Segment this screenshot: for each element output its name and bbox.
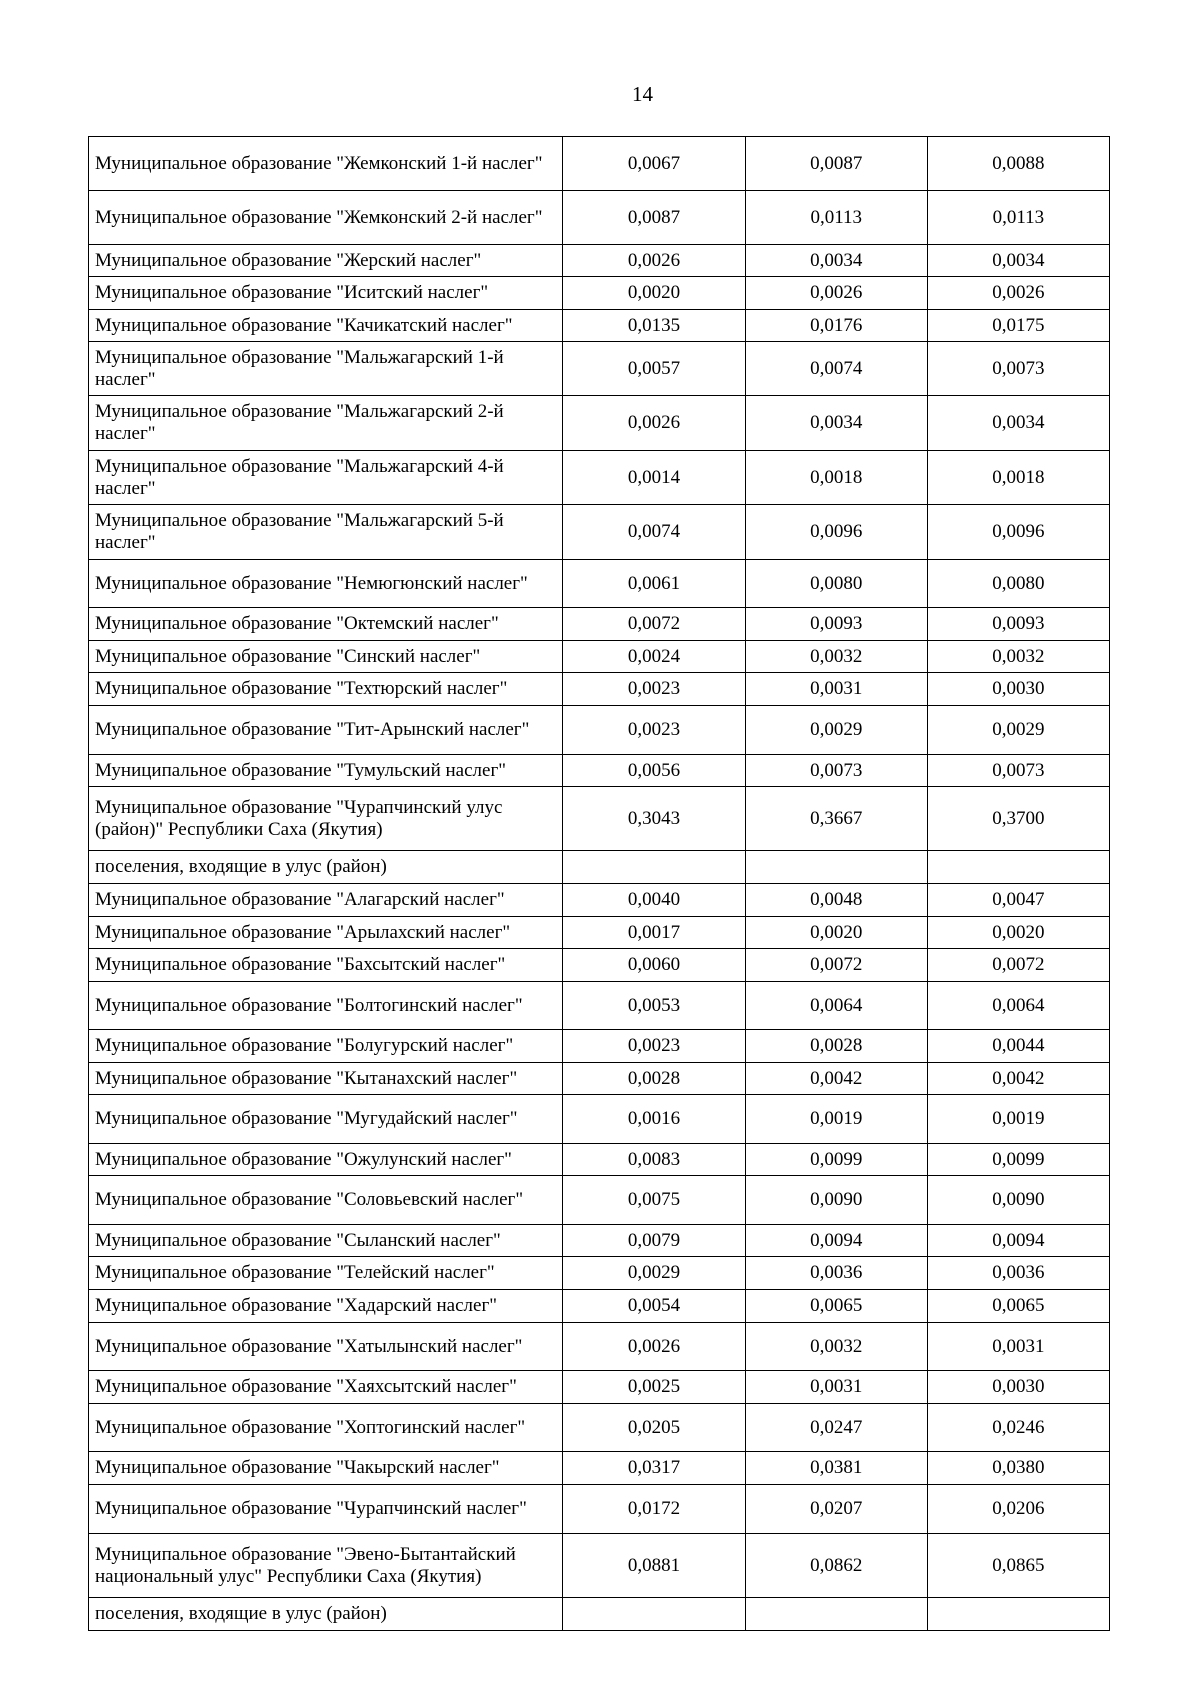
table-row xyxy=(89,755,1110,787)
value-cell-3: 0,0175 xyxy=(927,310,1109,342)
value-cell-1: 0,0079 xyxy=(563,1225,745,1257)
value-cell-3: 0,0047 xyxy=(927,884,1109,917)
value-cell-1: 0,0067 xyxy=(563,137,745,191)
municipality-name-cell: Муниципальное образование "Тит-Арынский наслег" xyxy=(89,706,563,755)
value-cell-3: 0,0032 xyxy=(927,641,1109,673)
municipality-name-cell: Муниципальное образование "Телейский наслег" xyxy=(89,1257,563,1290)
value-cell-2: 0,0090 xyxy=(745,1176,927,1225)
table-row xyxy=(89,851,1110,884)
municipality-name-cell: Муниципальное образование "Мальжагарский 1-й наслег" xyxy=(89,342,563,396)
value-cell-1: 0,0205 xyxy=(563,1404,745,1452)
value-cell-1: 0,0023 xyxy=(563,706,745,755)
value-cell-3: 0,0019 xyxy=(927,1095,1109,1144)
value-cell-2: 0,0247 xyxy=(745,1404,927,1452)
value-cell-2 xyxy=(745,851,927,884)
municipality-name-cell: Муниципальное образование "Бахсытский наслег" xyxy=(89,949,563,982)
value-cell-3: 0,0018 xyxy=(927,451,1109,505)
table-row xyxy=(89,1323,1110,1371)
municipality-name-cell: Муниципальное образование "Мальжагарский 4-й наслег" xyxy=(89,451,563,505)
table-row xyxy=(89,1598,1110,1631)
table-row xyxy=(89,191,1110,245)
value-cell-1: 0,0317 xyxy=(563,1452,745,1485)
value-cell-2: 0,0034 xyxy=(745,245,927,277)
value-cell-2: 0,0031 xyxy=(745,673,927,706)
value-cell-2: 0,0093 xyxy=(745,608,927,641)
value-cell-2: 0,0048 xyxy=(745,884,927,917)
table-row xyxy=(89,1257,1110,1290)
value-cell-1: 0,0135 xyxy=(563,310,745,342)
table-row xyxy=(89,1063,1110,1095)
municipality-name-cell: Муниципальное образование "Октемский наслег" xyxy=(89,608,563,641)
value-cell-3: 0,0065 xyxy=(927,1290,1109,1323)
value-cell-2: 0,0036 xyxy=(745,1257,927,1290)
table-row xyxy=(89,1290,1110,1323)
value-cell-3: 0,0030 xyxy=(927,1371,1109,1404)
municipality-name-cell: Муниципальное образование "Синский наслег" xyxy=(89,641,563,673)
value-cell-3: 0,0080 xyxy=(927,560,1109,608)
municipality-name-cell: Муниципальное образование "Чакырский наслег" xyxy=(89,1452,563,1485)
table-row xyxy=(89,787,1110,851)
value-cell-1: 0,0026 xyxy=(563,1323,745,1371)
value-cell-1: 0,0056 xyxy=(563,755,745,787)
value-cell-3: 0,0064 xyxy=(927,982,1109,1030)
table-row xyxy=(89,310,1110,342)
municipality-name-cell: Муниципальное образование "Эвено-Бытантайский национальный улус" Республики Саха (Якутия) xyxy=(89,1534,563,1598)
municipality-name-cell: Муниципальное образование "Чурапчинский улус (район)" Республики Саха (Якутия) xyxy=(89,787,563,851)
municipality-name-cell: Муниципальное образование "Хоптогинский наслег" xyxy=(89,1404,563,1452)
value-cell-2: 0,0080 xyxy=(745,560,927,608)
value-cell-2: 0,0034 xyxy=(745,396,927,451)
value-cell-2: 0,0026 xyxy=(745,277,927,310)
value-cell-1: 0,0881 xyxy=(563,1534,745,1598)
table-row xyxy=(89,917,1110,949)
value-cell-3: 0,0865 xyxy=(927,1534,1109,1598)
table-row xyxy=(89,1176,1110,1225)
municipality-name-cell: Муниципальное образование "Иситский наслег" xyxy=(89,277,563,310)
value-cell-3: 0,3700 xyxy=(927,787,1109,851)
value-cell-2: 0,0019 xyxy=(745,1095,927,1144)
municipality-name-cell: Муниципальное образование "Хаяхсытский наслег" xyxy=(89,1371,563,1404)
municipality-name-cell: Муниципальное образование "Мальжагарский 5-й наслег" xyxy=(89,505,563,560)
value-cell-1: 0,0061 xyxy=(563,560,745,608)
value-cell-2: 0,3667 xyxy=(745,787,927,851)
value-cell-3: 0,0073 xyxy=(927,342,1109,396)
value-cell-1: 0,0053 xyxy=(563,982,745,1030)
municipality-name-cell: Муниципальное образование "Кытанахский наслег" xyxy=(89,1063,563,1095)
value-cell-1: 0,0024 xyxy=(563,641,745,673)
value-cell-2: 0,0042 xyxy=(745,1063,927,1095)
table-row xyxy=(89,1144,1110,1176)
value-cell-2: 0,0862 xyxy=(745,1534,927,1598)
value-cell-1: 0,3043 xyxy=(563,787,745,851)
value-cell-1: 0,0014 xyxy=(563,451,745,505)
value-cell-2: 0,0073 xyxy=(745,755,927,787)
value-cell-1: 0,0028 xyxy=(563,1063,745,1095)
value-cell-2: 0,0094 xyxy=(745,1225,927,1257)
municipality-name-cell: Муниципальное образование "Качикатский наслег" xyxy=(89,310,563,342)
value-cell-2: 0,0074 xyxy=(745,342,927,396)
value-cell-1: 0,0075 xyxy=(563,1176,745,1225)
value-cell-1: 0,0023 xyxy=(563,673,745,706)
value-cell-1: 0,0025 xyxy=(563,1371,745,1404)
municipality-name-cell: Муниципальное образование "Жемконский 2-й наслег" xyxy=(89,191,563,245)
municipality-name-cell: Муниципальное образование "Алагарский наслег" xyxy=(89,884,563,917)
municipality-name-cell: Муниципальное образование "Арылахский наслег" xyxy=(89,917,563,949)
table-row xyxy=(89,641,1110,673)
value-cell-1: 0,0020 xyxy=(563,277,745,310)
value-cell-1 xyxy=(563,1598,745,1631)
table-row xyxy=(89,673,1110,706)
value-cell-3: 0,0020 xyxy=(927,917,1109,949)
value-cell-3: 0,0113 xyxy=(927,191,1109,245)
value-cell-3: 0,0044 xyxy=(927,1030,1109,1063)
table-row xyxy=(89,1534,1110,1598)
municipality-name-cell: Муниципальное образование "Хадарский наслег" xyxy=(89,1290,563,1323)
value-cell-2: 0,0020 xyxy=(745,917,927,949)
table-row xyxy=(89,137,1110,191)
table-row xyxy=(89,342,1110,396)
municipality-name-cell: поселения, входящие в улус (район) xyxy=(89,1598,563,1631)
value-cell-1: 0,0074 xyxy=(563,505,745,560)
page-number: 14 xyxy=(632,82,653,106)
value-cell-1: 0,0040 xyxy=(563,884,745,917)
municipality-name-cell: Муниципальное образование "Техтюрский наслег" xyxy=(89,673,563,706)
municipality-name-cell: поселения, входящие в улус (район) xyxy=(89,851,563,884)
table-row xyxy=(89,396,1110,451)
value-cell-2 xyxy=(745,1598,927,1631)
value-cell-2: 0,0207 xyxy=(745,1485,927,1534)
value-cell-2: 0,0072 xyxy=(745,949,927,982)
value-cell-1: 0,0016 xyxy=(563,1095,745,1144)
value-cell-2: 0,0381 xyxy=(745,1452,927,1485)
value-cell-3: 0,0031 xyxy=(927,1323,1109,1371)
value-cell-1: 0,0057 xyxy=(563,342,745,396)
table-row xyxy=(89,1030,1110,1063)
municipality-name-cell: Муниципальное образование "Сыланский наслег" xyxy=(89,1225,563,1257)
table-row xyxy=(89,982,1110,1030)
municipality-name-cell: Муниципальное образование "Хатылынский наслег" xyxy=(89,1323,563,1371)
value-cell-3: 0,0099 xyxy=(927,1144,1109,1176)
municipality-name-cell: Муниципальное образование "Болтогинский наслег" xyxy=(89,982,563,1030)
value-cell-2: 0,0032 xyxy=(745,1323,927,1371)
value-cell-3: 0,0206 xyxy=(927,1485,1109,1534)
value-cell-2: 0,0096 xyxy=(745,505,927,560)
table-row xyxy=(89,884,1110,917)
municipality-name-cell: Муниципальное образование "Немюгюнский наслег" xyxy=(89,560,563,608)
value-cell-2: 0,0099 xyxy=(745,1144,927,1176)
value-cell-2: 0,0065 xyxy=(745,1290,927,1323)
value-cell-3: 0,0073 xyxy=(927,755,1109,787)
value-cell-3 xyxy=(927,851,1109,884)
value-cell-1: 0,0172 xyxy=(563,1485,745,1534)
coefficients-table xyxy=(88,136,1110,1631)
value-cell-3: 0,0030 xyxy=(927,673,1109,706)
value-cell-1: 0,0083 xyxy=(563,1144,745,1176)
value-cell-3: 0,0034 xyxy=(927,396,1109,451)
value-cell-3: 0,0042 xyxy=(927,1063,1109,1095)
value-cell-1: 0,0072 xyxy=(563,608,745,641)
value-cell-3: 0,0090 xyxy=(927,1176,1109,1225)
value-cell-1: 0,0026 xyxy=(563,396,745,451)
value-cell-2: 0,0029 xyxy=(745,706,927,755)
table-row xyxy=(89,560,1110,608)
value-cell-2: 0,0018 xyxy=(745,451,927,505)
value-cell-3 xyxy=(927,1598,1109,1631)
table-row xyxy=(89,277,1110,310)
value-cell-2: 0,0028 xyxy=(745,1030,927,1063)
municipality-name-cell: Муниципальное образование "Чурапчинский наслег" xyxy=(89,1485,563,1534)
value-cell-3: 0,0029 xyxy=(927,706,1109,755)
municipality-name-cell: Муниципальное образование "Жерский наслег" xyxy=(89,245,563,277)
value-cell-3: 0,0026 xyxy=(927,277,1109,310)
value-cell-1: 0,0017 xyxy=(563,917,745,949)
value-cell-2: 0,0032 xyxy=(745,641,927,673)
table-row xyxy=(89,1485,1110,1534)
value-cell-3: 0,0093 xyxy=(927,608,1109,641)
municipality-name-cell: Муниципальное образование "Жемконский 1-й наслег" xyxy=(89,137,563,191)
value-cell-1: 0,0060 xyxy=(563,949,745,982)
value-cell-3: 0,0096 xyxy=(927,505,1109,560)
value-cell-3: 0,0036 xyxy=(927,1257,1109,1290)
value-cell-3: 0,0246 xyxy=(927,1404,1109,1452)
value-cell-3: 0,0094 xyxy=(927,1225,1109,1257)
value-cell-2: 0,0031 xyxy=(745,1371,927,1404)
value-cell-3: 0,0072 xyxy=(927,949,1109,982)
municipality-name-cell: Муниципальное образование "Болугурский наслег" xyxy=(89,1030,563,1063)
table-row xyxy=(89,451,1110,505)
value-cell-2: 0,0087 xyxy=(745,137,927,191)
value-cell-3: 0,0088 xyxy=(927,137,1109,191)
value-cell-1: 0,0029 xyxy=(563,1257,745,1290)
value-cell-2: 0,0113 xyxy=(745,191,927,245)
value-cell-3: 0,0034 xyxy=(927,245,1109,277)
table-row xyxy=(89,1371,1110,1404)
value-cell-2: 0,0064 xyxy=(745,982,927,1030)
value-cell-1: 0,0087 xyxy=(563,191,745,245)
table-row xyxy=(89,1404,1110,1452)
table-row xyxy=(89,608,1110,641)
table-row xyxy=(89,706,1110,755)
table-row xyxy=(89,1452,1110,1485)
municipality-name-cell: Муниципальное образование "Мальжагарский 2-й наслег" xyxy=(89,396,563,451)
municipality-name-cell: Муниципальное образование "Тумульский наслег" xyxy=(89,755,563,787)
table-row xyxy=(89,1225,1110,1257)
municipality-name-cell: Муниципальное образование "Ожулунский наслег" xyxy=(89,1144,563,1176)
municipality-name-cell: Муниципальное образование "Мугудайский наслег" xyxy=(89,1095,563,1144)
value-cell-1 xyxy=(563,851,745,884)
value-cell-2: 0,0176 xyxy=(745,310,927,342)
municipality-name-cell: Муниципальное образование "Соловьевский наслег" xyxy=(89,1176,563,1225)
table-row xyxy=(89,245,1110,277)
table-row xyxy=(89,505,1110,560)
value-cell-1: 0,0026 xyxy=(563,245,745,277)
table-row xyxy=(89,949,1110,982)
value-cell-3: 0,0380 xyxy=(927,1452,1109,1485)
value-cell-1: 0,0054 xyxy=(563,1290,745,1323)
table-row xyxy=(89,1095,1110,1144)
value-cell-1: 0,0023 xyxy=(563,1030,745,1063)
